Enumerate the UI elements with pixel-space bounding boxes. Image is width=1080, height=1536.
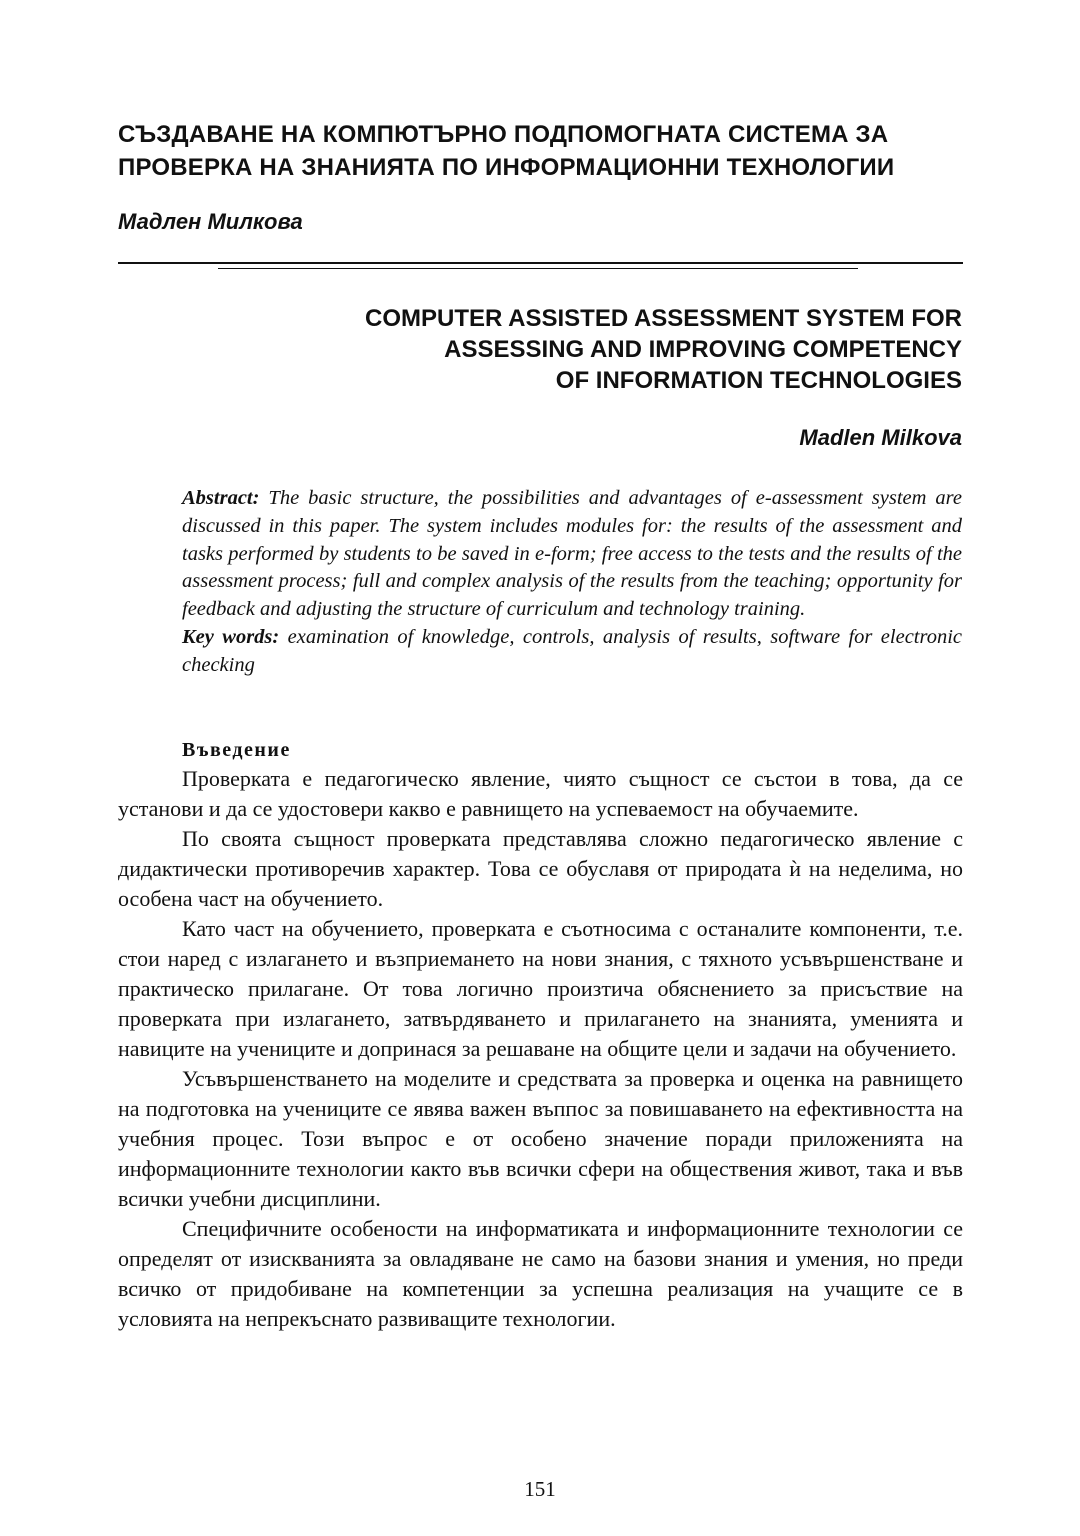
title-divider-long — [118, 262, 963, 264]
keywords-text: examination of knowledge, controls, analysis of results, software for electronic checking — [182, 625, 963, 676]
section-heading-introduction: Въведение — [182, 739, 291, 761]
bulgarian-title-line: ПРОВЕРКА НА ЗНАНИЯТА ПО ИНФОРМАЦИОННИ ТЕХНОЛОГИИ — [118, 154, 895, 181]
bulgarian-title — [118, 118, 968, 184]
keywords-label: Key words: — [182, 625, 280, 648]
keywords-paragraph — [182, 624, 962, 680]
english-title — [262, 303, 962, 396]
body-paragraph: По своята същност проверката представлява сложно педагогическо явление с дидактически противоречив характер. Това се обуславя от природата ѝ на неделима, но особена част на обучението. — [118, 826, 963, 911]
english-author: Madlen Milkova — [799, 425, 962, 450]
abstract-block — [182, 485, 962, 680]
body-paragraph: Като част на обучението, проверката е съотносима с останалите компоненти, т.е. стои наред с излагането и възприемането на нови знания, с тяхното усъвършенстване и практическо прилагане. От това логично произтича обяснението за присъствие на проверката при излагането, затвърдяването и прилагането на знанията, уменията и навиците на учениците и допринася за решаване на общите цели и задачи на обучението. — [118, 916, 963, 1061]
english-title-line: COMPUTER ASSISTED ASSESSMENT SYSTEM FOR — [365, 305, 962, 332]
abstract-label: Abstract: — [182, 487, 260, 509]
page-number: 151 — [524, 1477, 556, 1501]
english-title-line: OF INFORMATION TECHNOLOGIES — [555, 367, 962, 394]
abstract-text: The basic structure, the possibilities and advantages of e-assessment system are discussed in this paper. The system includes modules for: the results of the assessment and tasks performed by students to be saved in e-form; free access to the tests and the results of the assessment process; full and complex analysis of the results from the teaching; opportunity for feedback and adjusting the structure of curriculum and technology training. — [182, 487, 962, 621]
english-title-line: ASSESSING AND IMPROVING COMPETENCY — [444, 336, 962, 363]
body-paragraph: Специфичните особености на информатиката и информационните технологии се определят от изискванията за овладяване не само на базови знания и умения, но преди всичко от придобиване на компетенции за успешна реализация на учащите се в условията на непрекъснато развиващите технологии. — [118, 1216, 963, 1331]
title-divider-short — [218, 268, 858, 269]
body-text — [118, 764, 963, 1334]
bulgarian-author: Мадлен Милкова — [118, 209, 303, 234]
bulgarian-title-line: СЪЗДАВАНЕ НА КОМПЮТЪРНО ПОДПОМОГНАТА СИСТЕМА ЗА — [118, 121, 889, 148]
abstract-paragraph — [182, 485, 962, 624]
body-paragraph: Усъвършенстването на моделите и средствата за проверка и оценка на равнището на подготовка на учениците се явява важен въппос за повишаването на ефективността на учебния процес. Този въпрос е от особено значение поради приложенията на информационните технологии както във всички сфери на обществения живот, така и във всички учебни дисциплини. — [118, 1066, 963, 1211]
body-paragraph: Проверката е педагогическо явление, чиято същност се състои в това, да се установи и да се удостовери какво е равнището на успеваемост на обучаемите. — [118, 766, 963, 821]
